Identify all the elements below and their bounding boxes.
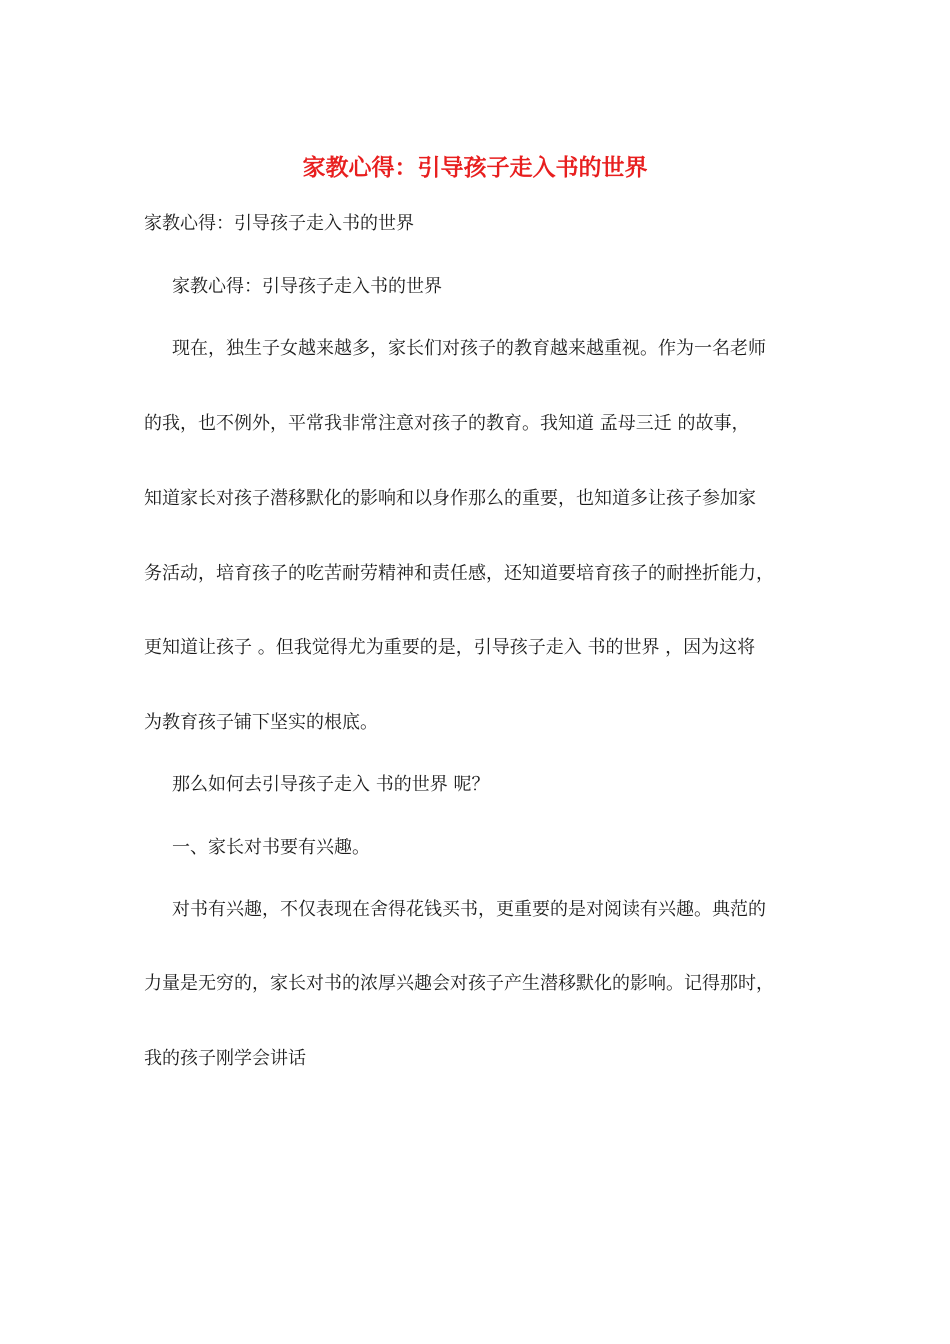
paragraph-heading: 家教心得：引导孩子走入书的世界 bbox=[172, 276, 442, 297]
paragraph-line: 那么如何去引导孩子走入 书的世界 呢？ bbox=[172, 774, 490, 795]
paragraph-line: 我的孩子刚学会讲话 bbox=[144, 1048, 306, 1069]
section-heading: 一、家长对书要有兴趣。 bbox=[172, 837, 370, 858]
paragraph-line: 务活动，培育孩子的吃苦耐劳精神和责任感，还知道要培育孩子的耐挫折能力， bbox=[144, 563, 774, 584]
paragraph-line: 知道家长对孩子潜移默化的影响和以身作那么的重要，也知道多让孩子参加家 bbox=[144, 488, 756, 509]
paragraph-line: 现在，独生子女越来越多，家长们对孩子的教育越来越重视。作为一名老师 bbox=[172, 338, 766, 359]
paragraph-line: 的我，也不例外，平常我非常注意对孩子的教育。我知道 孟母三迁 的故事， bbox=[144, 413, 750, 434]
paragraph-line: 为教育孩子铺下坚实的根底。 bbox=[144, 712, 378, 733]
subtitle-line: 家教心得：引导孩子走入书的世界 bbox=[144, 213, 414, 234]
document-title: 家教心得：引导孩子走入书的世界 bbox=[302, 154, 648, 181]
paragraph-line: 力量是无穷的，家长对书的浓厚兴趣会对孩子产生潜移默化的影响。记得那时， bbox=[144, 973, 774, 994]
paragraph-line: 对书有兴趣，不仅表现在舍得花钱买书，更重要的是对阅读有兴趣。典范的 bbox=[172, 899, 766, 920]
paragraph-line: 更知道让孩子 。但我觉得尤为重要的是，引导孩子走入 书的世界 ，因为这将 bbox=[144, 637, 756, 658]
